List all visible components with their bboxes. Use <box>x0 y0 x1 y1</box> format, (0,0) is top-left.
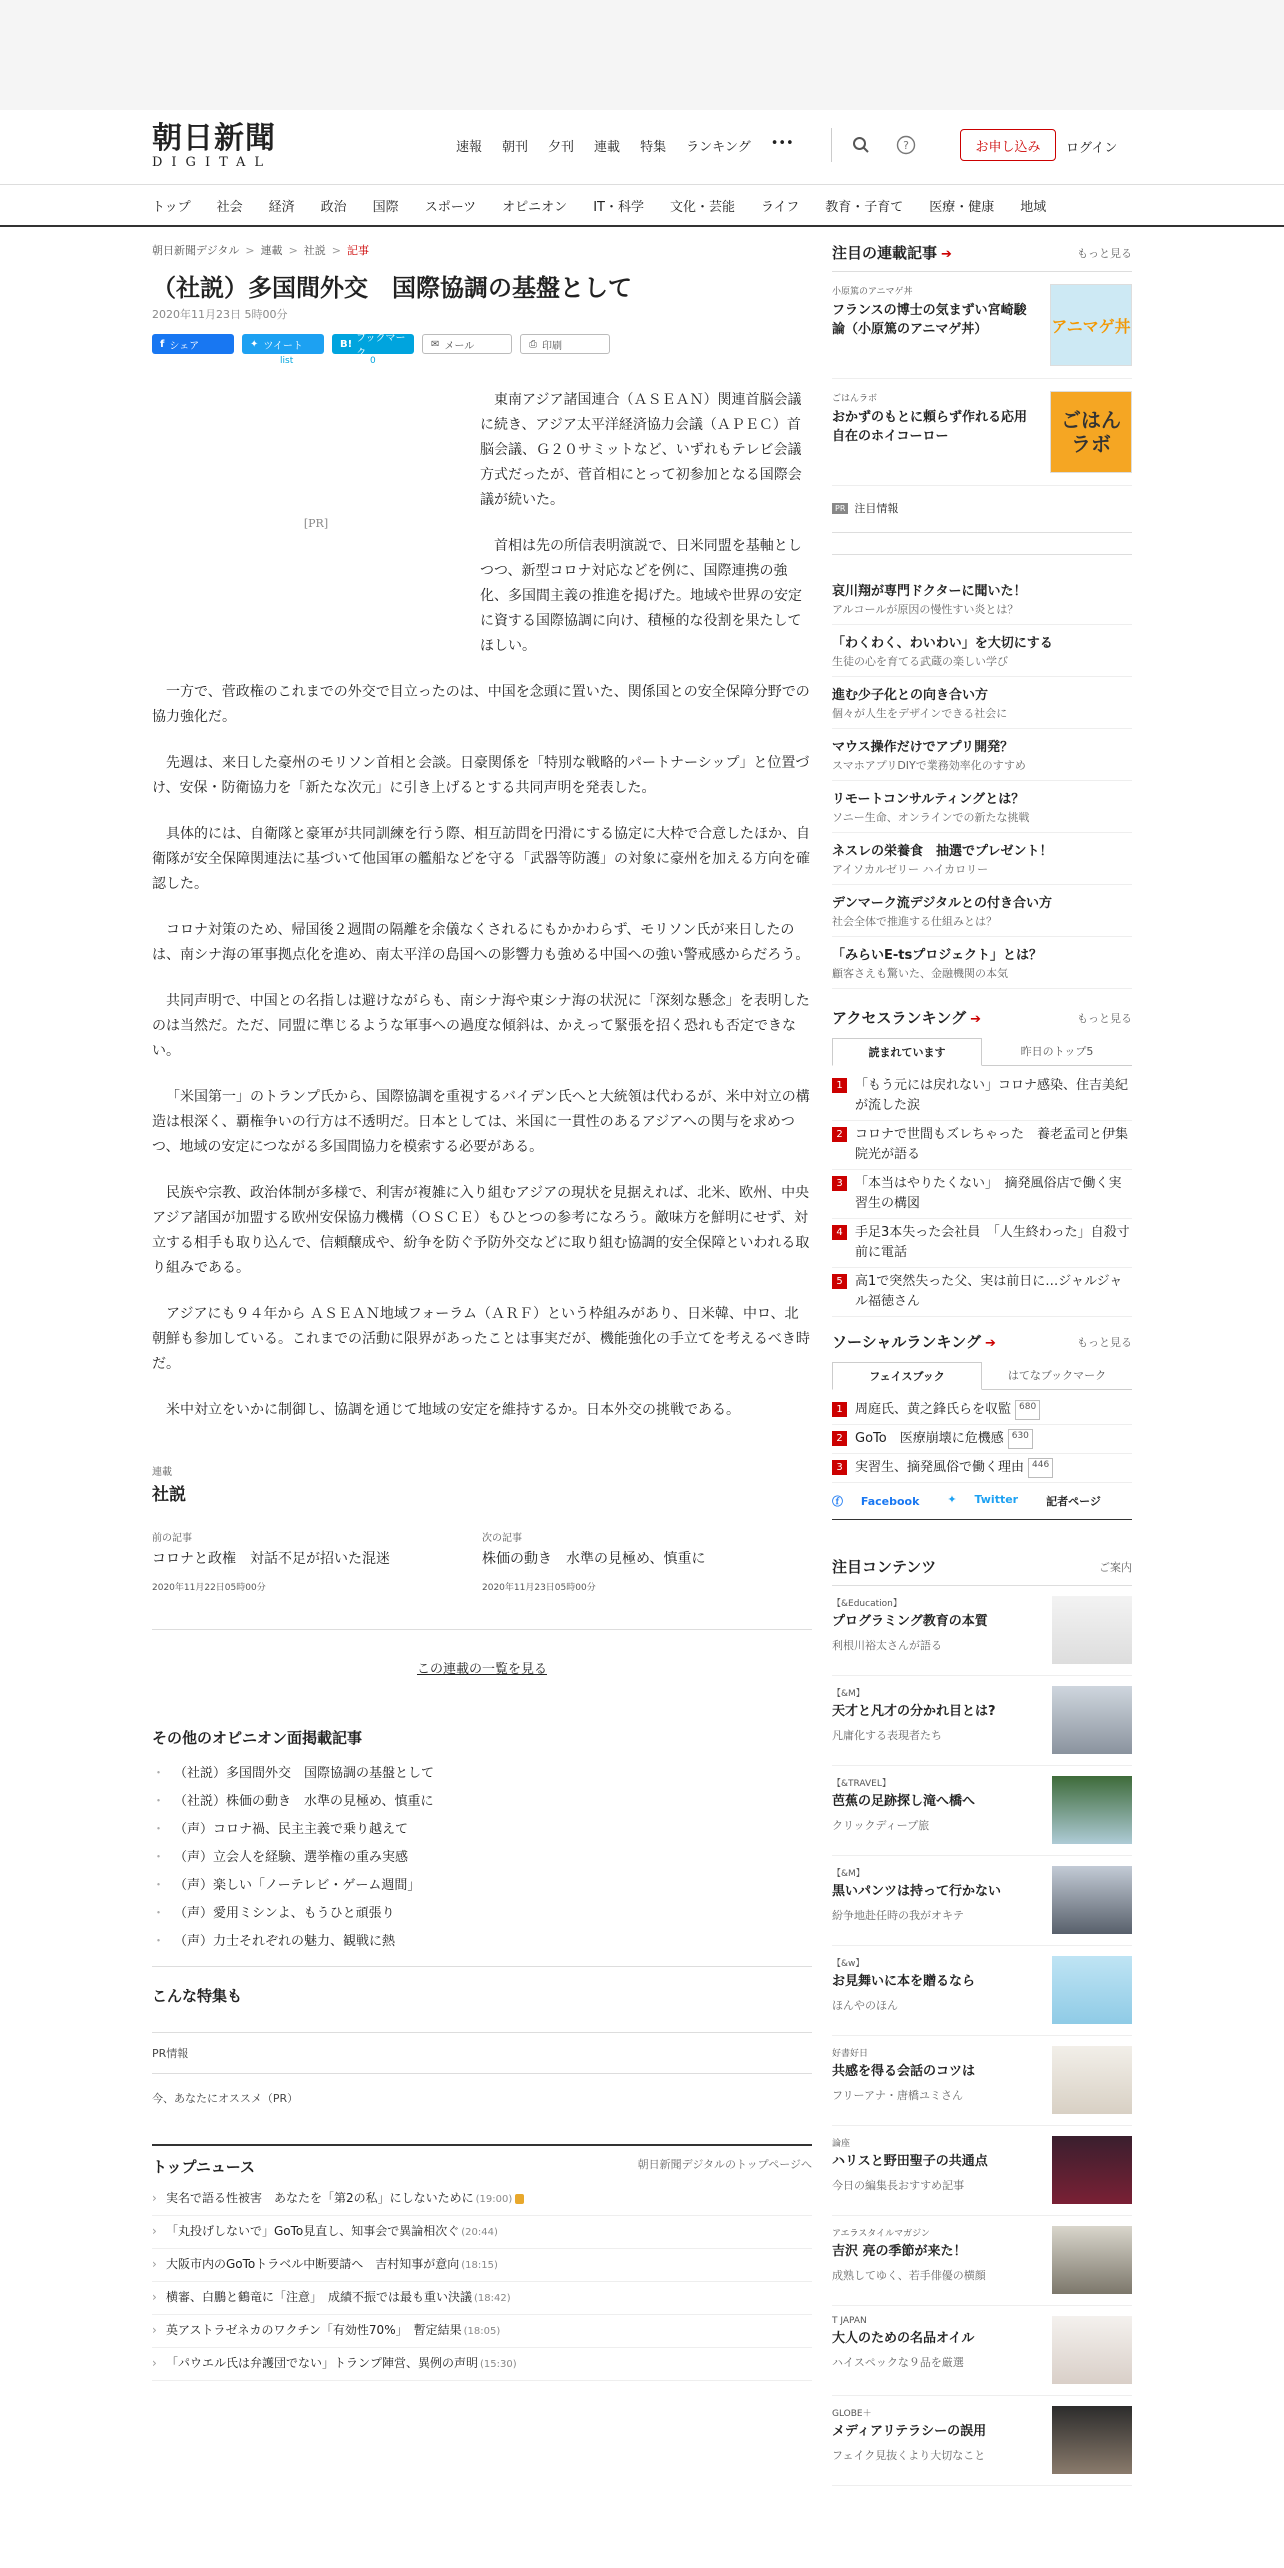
ranking-item[interactable]: 3 実習生、摘発風俗で働く理由 446 <box>832 1454 1132 1483</box>
list-item[interactable]: ・ （声）愛用ミシンよ、もうひと頑張り <box>152 1900 812 1928</box>
top-link-ranking[interactable]: ランキング <box>686 140 751 155</box>
other-opinion-articles <box>152 1727 812 1967</box>
arrow-right-icon: ➔ <box>941 247 952 262</box>
pr-item[interactable]: ネスレの栄養食 抽選でプレゼント！ アイソカルゼリー ハイカロリー <box>832 833 1132 885</box>
pr-item[interactable]: 「みらいE-tsプロジェクト」とは？ 顧客さえも驚いた、金融機関の本気 <box>832 937 1132 989</box>
nav-society[interactable]: 社会 <box>216 199 243 215</box>
content-thumbnail <box>1052 2046 1132 2114</box>
list-item[interactable]: ・ （声）コロナ禍、民主主義で乗り越えて <box>152 1816 812 1844</box>
content-thumbnail <box>1052 1776 1132 1844</box>
prev-article-title[interactable]: コロナと政権 対話不足が招いた混迷 <box>152 1551 390 1567</box>
site-header <box>0 110 1284 185</box>
content-thumbnail <box>1052 2406 1132 2474</box>
nav-politics[interactable]: 政治 <box>320 199 347 215</box>
content-item[interactable]: アエラスタイルマガジン 吉沢 亮の季節が来た！ 成熟してゆく、若手俳優の横顔 <box>832 2216 1132 2306</box>
tab-yesterday-top5[interactable]: 昨日のトップ5 <box>1020 1045 1094 1058</box>
hatena-count[interactable]: 0 <box>370 356 376 366</box>
ranking-item[interactable]: 1 「もう元には戻れない」コロナ感染、住吉美紀が流した涙 <box>832 1072 1132 1121</box>
breadcrumb-sep: > <box>288 244 298 257</box>
nav-culture[interactable]: 文化・芸能 <box>669 199 735 215</box>
top-link-sokuho[interactable]: 速報 <box>456 140 483 155</box>
content-item[interactable]: 【&w】 お見舞いに本を贈るなら ほんやのほん <box>832 1946 1132 2036</box>
content-item[interactable]: 論座 ハリスと野田聖子の共通点 今日の編集長おすすめ記事 <box>832 2126 1132 2216</box>
print-button[interactable]: ⎙ 印刷 <box>520 334 610 354</box>
more-link[interactable]: もっと見る <box>1077 246 1132 260</box>
article-paragraph: アジアにも９４年から ＡＳＥＡＮ地域フォーラム（ＡＲＦ）という枠組みがあり、日米韓、中ロ、北朝鮮も参加している。これまでの活動に限界があったことは事実だが、機能強化の手立てを考えるべき時だ。 <box>152 1306 810 1372</box>
article-paragraph: 具体的には、自衛隊と豪軍が共同訓練を行う際、相互訪問を円滑にする協定に大枠で合意したほか、自衛隊が安全保障関連法に基づいて他国軍の艦船などを守る「武器等防護」の対象に豪州を加える方向を確認した。 <box>152 826 810 892</box>
share-count: 446 <box>1028 1458 1053 1478</box>
tab-most-read[interactable]: 読まれています <box>832 1038 982 1066</box>
content-thumbnail <box>1052 2226 1132 2294</box>
list-item[interactable]: ・ （社説）多国間外交 国際協調の基盤として <box>152 1760 812 1788</box>
facebook-link[interactable]: ⓕ Facebook <box>832 1495 920 1508</box>
apply-button[interactable]: お申し込み <box>960 129 1056 161</box>
breadcrumb-current: 記事 <box>347 244 369 257</box>
list-item[interactable]: ・ （声）楽しい「ノーテレビ・ゲーム週間」 <box>152 1872 812 1900</box>
content-item[interactable]: 好書好日 共感を得る会話のコツは フリーアナ・唐橋ユミさん <box>832 2036 1132 2126</box>
mail-button[interactable]: ✉ メール <box>422 334 512 354</box>
facebook-icon: ⓕ <box>832 1495 847 1508</box>
nav-top[interactable]: トップ <box>152 199 191 215</box>
nav-international[interactable]: 国際 <box>372 199 399 215</box>
lock-icon <box>515 2194 524 2204</box>
gohan-lab-thumbnail: ごはん ラボ <box>1050 391 1132 473</box>
breadcrumb-sep: > <box>331 244 341 257</box>
tab-facebook[interactable]: フェイスブック <box>832 1362 982 1390</box>
article-paragraph: コロナ対策のため、帰国後２週間の隔離を余儀なくされるにもかかわらず、モリソン氏が来日したのは、南シナ海の軍事拠点化を進め、南太平洋の島国への影響力も強める中国への強い警戒感からだろう。 <box>152 922 810 963</box>
print-icon: ⎙ <box>529 338 537 350</box>
section-title: トップニュース <box>152 2158 256 2176</box>
ranking-item[interactable]: 2 GoTo 医療崩壊に危機感 630 <box>832 1425 1132 1454</box>
list-item[interactable]: ・ （声）立会人を経験、選挙権の重み実感 <box>152 1844 812 1872</box>
more-menu-icon[interactable]: ••• <box>770 136 794 151</box>
ranking-item[interactable]: 1 周庭氏、黄之鋒氏らを収監 680 <box>832 1396 1132 1425</box>
ranking-item[interactable]: 3 「本当はやりたくない」 摘発風俗店で働く実習生の構図 <box>832 1170 1132 1219</box>
content-item[interactable]: T JAPAN 大人のための名品オイル ハイスペックな９品を厳選 <box>832 2306 1132 2396</box>
facebook-share-button[interactable]: f シェア <box>152 334 234 354</box>
top-link-choukan[interactable]: 朝刊 <box>502 140 529 155</box>
content-thumbnail <box>1052 1596 1132 1664</box>
content-thumbnail <box>1052 2316 1132 2384</box>
news-item[interactable]: › 「パウエル氏は弁護団でない」トランプ陣営、異例の声明 (15:30) <box>152 2348 812 2381</box>
news-item[interactable]: › 英アストラゼネカのワクチン「有効性70%」 暫定結果 (18:05) <box>152 2315 812 2348</box>
access-ranking: アクセスランキング ➔ もっと見る 読まれています 昨日のトップ5 1 「もう元には戻れない」コロナ感染、住吉美紀が流した涙 2 コロナで世間もズレちゃった 養老孟司と伊集院光が語る 3 「本当はやりたくない」 摘発風俗店で働く実習生の構図 4 手足3本失った会社員 「人生終わった」自殺寸前に電話 5 高1で突然失った父、実は前日に…ジャルジャル福徳さん <box>832 1007 1132 1317</box>
arrow-right-icon: ➔ <box>970 1012 982 1027</box>
pr-info-label: PR情報 <box>152 2032 812 2073</box>
pr-item[interactable]: マウス操作だけでアプリ開発？ スマホアプリDIYで業務効率化のすすめ <box>832 729 1132 781</box>
article-paragraph: 民族や宗教、政治体制が多様で、利害が複雑に入り組むアジアの現状を見据えれば、北米、欧州、中央アジア諸国が加盟する欧州安保協力機構（ＯＳＣＥ）もひとつの参考になろう。敵味方を鮮明にせず、対立する相手も取り込んで、信頼醸成や、紛争を防ぐ予防外交などに取り組む協調的安全保障といわれる取り組みである。 <box>152 1185 810 1276</box>
featured-item[interactable]: ごはんラボ おかずのもとに頼らず作れる応用自在のホイコーロー ごはん ラボ <box>832 379 1132 486</box>
pr-ad-slot[interactable]: [PR] <box>303 516 329 530</box>
main-column <box>152 242 812 2381</box>
content-thumbnail <box>1052 1686 1132 1754</box>
featured-contents: 注目コンテンツ ご案内 【&Education】 プログラミング教育の本質 利根川裕太さんが語る 【&M】 天才と凡才の分かれ目とは? 凡庸化する表現者たち 【&TRAVEL】 芭蕉の足跡探し滝へ橋へ クリックディープ旅 【&M】 黒いパンツは持って行かない 紛争地赴任時の我がオキテ 【&w】 お見舞いに本を贈るなら ほんやのほん 好書好日 共感を得る会話のコツは フリーアナ・唐橋ユミさん 論座 ハリスと野田聖子の共通点 今日の編集長おすすめ記事 アエラスタイルマガジン 吉沢 亮の季節が来た！ 成熟してゆく、若手俳優の横顔 T JAPAN 大人のための名品オイル ハイスペックな９品を厳選 GLOBE＋ メディアリテラシーの誤用 フェイク見抜くより大切なこと <box>832 1556 1132 2486</box>
content-item[interactable]: 【&Education】 プログラミング教育の本質 利根川裕太さんが語る <box>832 1586 1132 1676</box>
pr-items <box>832 573 1132 989</box>
content-thumbnail <box>1052 1866 1132 1934</box>
content-thumbnail <box>1052 1956 1132 2024</box>
article-paragraph: 首相は先の所信表明演説で、日米同盟を基軸としつつ、新型コロナ対応などを例に、国際連携の強化、多国間主義の推進を掲げた。地域や世界の安定に資する国際協調に向け、積極的な役割を果たしてほしい。 <box>480 538 802 654</box>
article-paragraph: 共同声明で、中国との名指しは避けながらも、南シナ海や東シナ海の状況に「深刻な懸念」を表明したのは当然だ。ただ、同盟に準じるような軍事への過度な傾斜は、かえって緊張を招く恐れも否定できない。 <box>152 993 810 1059</box>
article-paragraph: 「米国第一」のトランプ氏から、国際協調を重視するバイデン氏へと大統領は代わるが、米中対立の構造は根深く、覇権争いの行方は不透明だ。日本としては、米国に一貫性のあるアジアへの関与を求めつつ、地域の安定につながる多国間協力を模索する必要がある。 <box>152 1089 810 1155</box>
article-paragraph: 一方で、菅政権のこれまでの外交で目立ったのは、中国を念頭に置いた、関係国との安全保障分野での協力強化だ。 <box>152 684 810 725</box>
twitter-link[interactable]: ✦ Twitter <box>947 1493 1019 1506</box>
twitter-share-button[interactable]: ✦ ツイート list <box>242 334 324 354</box>
breadcrumb-home[interactable]: 朝日新聞デジタル <box>152 244 240 257</box>
share-count: 680 <box>1015 1400 1040 1420</box>
top-ad-banner <box>0 0 1284 110</box>
section-nav <box>0 185 1284 227</box>
pr-item[interactable]: 進む少子化との向き合い方 個々が人生をデザインできる社会に <box>832 677 1132 729</box>
next-article-title[interactable]: 株価の動き 水準の見極め、慎重に <box>482 1551 706 1567</box>
pr-item[interactable]: デンマーク流デジタルとの付き合い方 社会全体で推進する仕組みとは？ <box>832 885 1132 937</box>
attention-header: PR 注目情報 <box>832 486 1132 533</box>
prev-article[interactable]: 前の記事 コロナと政権 対話不足が招いた混迷 2020年11月22日05時00分 <box>152 1529 482 1593</box>
pr-item[interactable]: 「わくわく、わいわい」を大切にする 生徒の心を育てる武蔵の楽しい学び <box>832 625 1132 677</box>
features-section <box>152 1985 812 2122</box>
more-link[interactable]: もっと見る <box>1077 1335 1132 1349</box>
breadcrumb-shasetsu[interactable]: 社説 <box>303 244 326 257</box>
twitter-icon: ✦ <box>947 1493 961 1506</box>
breadcrumb-sep: > <box>245 244 255 257</box>
recommend-label: 今、あなたにオススメ（PR） <box>152 2073 812 2122</box>
news-item[interactable]: › 実名で語る性被害 あなたを「第2の私」にしないために (19:00) <box>152 2183 812 2216</box>
list-item[interactable]: ・ （声）力士それぞれの魅力、観戦に熱 <box>152 1928 812 1956</box>
article-paragraph: 東南アジア諸国連合（ＡＳＥＡＮ）関連首脳会議に続き、アジア太平洋経済協力会議（ＡＰＥＣ）首脳会議、Ｇ２０サミットなど、いずれもテレビ会議方式だったが、菅首相にとって初参加となる国際会議が続いた。 <box>480 392 802 508</box>
ranking-item[interactable]: 5 高1で突然失った父、実は前日に…ジャルジャル福徳さん <box>832 1268 1132 1317</box>
nav-health[interactable]: 医療・健康 <box>929 199 995 215</box>
top-news <box>152 2144 812 2381</box>
search-icon[interactable] <box>848 132 874 158</box>
top-link-tokushu[interactable]: 特集 <box>640 140 667 155</box>
reporter-page-link[interactable]: 記者ページ <box>1046 1495 1101 1508</box>
nav-economy[interactable]: 経済 <box>268 199 295 215</box>
pr-item[interactable]: 哀川翔が専門ドクターに聞いた！ アルコールが原因の慢性すい炎とは？ <box>832 573 1132 625</box>
section-title: こんな特集も <box>152 1987 243 2005</box>
help-icon[interactable] <box>893 132 919 158</box>
mail-icon: ✉ <box>431 338 440 350</box>
article-title: （社説）多国間外交 国際協調の基盤として <box>152 273 632 302</box>
news-item[interactable]: › 横審、白鵬と鶴竜に「注意」 成績不振では最も重い決議 (18:42) <box>152 2282 812 2315</box>
series-name[interactable]: 社説 <box>152 1485 186 1505</box>
top-page-link[interactable]: 朝日新聞デジタルのトップページへ <box>637 2158 812 2171</box>
site-logo[interactable]: 朝日新聞 DIGITAL <box>152 121 276 170</box>
article-paragraph: 先週は、来日した豪州のモリソン首相と会談。日豪関係を「特別な戦略的パートナーシップ」と位置づけ、安保・防衛協力を「新たな次元」に引き上げるとする共同声明を発表した。 <box>152 755 810 796</box>
pr-badge: PR <box>832 503 848 514</box>
content-thumbnail <box>1052 2136 1132 2204</box>
section-title: その他のオピニオン面掲載記事 <box>152 1729 363 1747</box>
ranking-item[interactable]: 2 コロナで世間もズレちゃった 養老孟司と伊集院光が語る <box>832 1121 1132 1170</box>
pr-item[interactable]: リモートコンサルティングとは？ ソニー生命、オンラインでの新たな挑戦 <box>832 781 1132 833</box>
article-paragraph: 米中対立をいかに制御し、協調を通じて地域の安定を維持するか。日本外交の挑戦である。 <box>166 1402 740 1418</box>
featured-series-header: 注目の連載記事 ➔ もっと見る <box>832 242 1132 272</box>
hatena-icon: B! <box>340 338 353 350</box>
featured-item[interactable]: 小原篤のアニマゲ丼 フランスの博士の気まずい宮崎駿論（小原篤のアニマゲ丼） アニマゲ丼 <box>832 272 1132 379</box>
header-divider <box>831 128 832 162</box>
series-label: 連載 <box>152 1467 172 1478</box>
login-link[interactable]: ログイン <box>1066 141 1118 156</box>
nav-sports[interactable]: スポーツ <box>424 199 477 215</box>
divider <box>832 533 1132 555</box>
tab-hatena[interactable]: はてなブックマーク <box>1007 1369 1107 1382</box>
nav-it-science[interactable]: IT・科学 <box>593 199 644 215</box>
sidebar <box>832 242 1132 2486</box>
content-item[interactable]: 【&TRAVEL】 芭蕉の足跡探し滝へ橋へ クリックディープ旅 <box>832 1766 1132 1856</box>
social-ranking: ソーシャルランキング ➔ もっと見る フェイスブック はてなブックマーク 1 周庭氏、黄之鋒氏らを収監 680 2 GoTo 医療崩壊に危機感 630 3 実習生、摘発風俗で働く理由 446 ⓕ Facebook ✦ Twitter 記者ページ <box>832 1331 1132 1520</box>
nav-region[interactable]: 地域 <box>1020 199 1047 215</box>
next-article[interactable]: 次の記事 株価の動き 水準の見極め、慎重に 2020年11月23日05時00分 <box>482 1529 812 1593</box>
content-item[interactable]: 【&M】 黒いパンツは持って行かない 紛争地赴任時の我がオキテ <box>832 1856 1132 1946</box>
content-item[interactable]: 【&M】 天才と凡才の分かれ目とは? 凡庸化する表現者たち <box>832 1676 1132 1766</box>
ranking-item[interactable]: 4 手足3本失った会社員 「人生終わった」自殺寸前に電話 <box>832 1219 1132 1268</box>
more-link[interactable]: もっと見る <box>1077 1011 1132 1025</box>
top-links <box>456 136 814 155</box>
content-item[interactable]: GLOBE＋ メディアリテラシーの誤用 フェイク見抜くより大切なこと <box>832 2396 1132 2486</box>
nav-education[interactable]: 教育・子育て <box>825 199 904 215</box>
breadcrumb <box>152 242 812 258</box>
series-list-link[interactable]: この連載の一覧を見る <box>416 1662 547 1677</box>
nav-life[interactable]: ライフ <box>760 199 800 215</box>
article-body <box>152 388 812 1423</box>
article-date: 2020年11月23日 5時00分 <box>152 308 288 321</box>
guide-link[interactable]: ご案内 <box>1099 1560 1132 1574</box>
series-box <box>152 1463 812 1677</box>
breadcrumb-rensai[interactable]: 連載 <box>260 244 283 257</box>
share-bar <box>152 333 812 366</box>
facebook-icon: f <box>160 338 165 350</box>
twitter-icon: ✦ <box>250 338 259 350</box>
svg-text:?: ? <box>903 139 909 152</box>
news-item[interactable]: › 大阪市内のGoToトラベル中断要請へ 吉村知事が意向 (18:15) <box>152 2249 812 2282</box>
animage-thumbnail: アニマゲ丼 <box>1050 284 1132 366</box>
share-count: 630 <box>1008 1429 1033 1449</box>
hatena-bookmark-button[interactable]: B! ブックマーク 0 <box>332 334 414 354</box>
arrow-right-icon: ➔ <box>984 1336 996 1351</box>
nav-opinion[interactable]: オピニオン <box>502 199 568 215</box>
top-link-yukan[interactable]: 夕刊 <box>548 140 575 155</box>
twitter-count[interactable]: list <box>280 356 294 366</box>
top-link-rensai[interactable]: 連載 <box>594 140 621 155</box>
news-item[interactable]: › 「丸投げしないで」GoTo見直し、知事会で異論相次ぐ (20:44) <box>152 2216 812 2249</box>
list-item[interactable]: ・ （社説）株価の動き 水準の見極め、慎重に <box>152 1788 812 1816</box>
